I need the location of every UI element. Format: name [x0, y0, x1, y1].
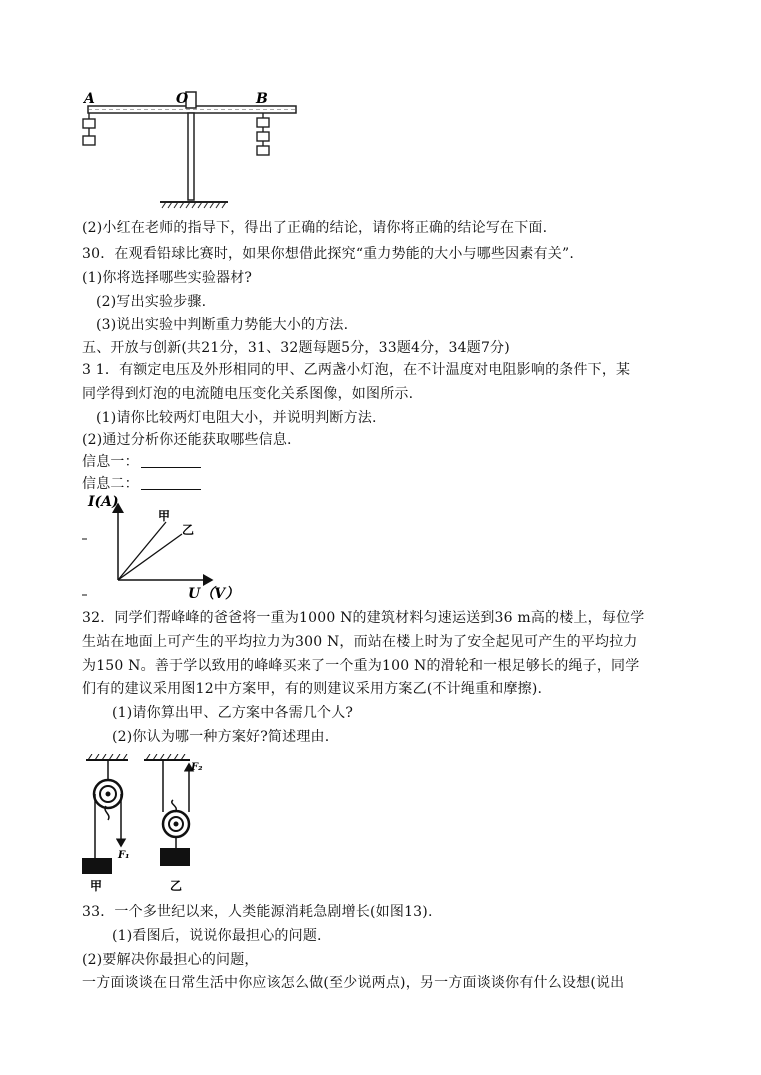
- caption-jia: 甲: [90, 879, 103, 893]
- weights-left: [83, 113, 95, 145]
- label-a: A: [84, 91, 95, 107]
- label-o: O: [176, 91, 189, 107]
- q32-part2: (2)你认为哪一种方案好?简述理由.: [112, 729, 330, 745]
- plan-jia-pulley: [82, 754, 129, 893]
- q31-stem-a: 3 1．有额定电压及外形相同的甲、乙两盏小灯泡，在不计温度对电阻影响的条件下，某: [82, 362, 631, 378]
- stand-post: [188, 113, 194, 200]
- pulley-figure: [78, 754, 228, 894]
- section-five-heading: 五、开放与创新(共21分，31、32题每题5分，33题4分，34题7分): [82, 340, 510, 356]
- q32-stem-a: 32．同学们帮峰峰的爸爸将一重为1000 N的建筑材料匀速运送到36 m高的楼上，每位学: [82, 610, 645, 626]
- info-one-label: 信息一：: [82, 454, 139, 470]
- q32-stem-d: 们有的建议采用图12中方案甲，有的则建议采用方案乙(不计绳重和摩擦).: [82, 681, 543, 697]
- label-jia: 甲: [158, 509, 171, 523]
- iu-graph-figure: [78, 492, 248, 602]
- info-one: [82, 452, 201, 472]
- y-axis-label: I(A): [88, 494, 119, 510]
- q33-part2: (2)要解决你最担心的问题，: [82, 952, 259, 968]
- q29-part2: (2)小红在老师的指导下，得出了正确的结论，请你将正确的结论写在下面.: [82, 220, 548, 236]
- q32-part1: (1)请你算出甲、乙方案中各需几个人?: [112, 705, 354, 721]
- q30-part3: (3)说出实验中判断重力势能大小的方法.: [96, 317, 349, 333]
- label-yi: 乙: [182, 523, 195, 537]
- q31-part2: (2)通过分析你还能获取哪些信息.: [82, 432, 292, 448]
- info-two: [82, 474, 201, 494]
- q33-part1: (1)看图后，说说你最担心的问题.: [112, 928, 322, 944]
- q33-stem: 33．一个多世纪以来，人类能源消耗急剧增长(如图13).: [82, 904, 433, 920]
- lever-figure: [78, 88, 308, 216]
- q31-stem-b: 同学得到灯泡的电流随电压变化关系图像，如图所示.: [82, 386, 414, 402]
- x-axis-label: U（V）: [188, 586, 240, 602]
- plan-yi-pulley: [144, 754, 203, 893]
- weights-right: [257, 113, 269, 155]
- q32-stem-b: 生站在地面上可产生的平均拉力为300 N，而站在楼上时为了安全起见可产生的平均拉力: [82, 634, 638, 650]
- info-one-blank: [141, 453, 201, 468]
- label-b: B: [256, 91, 268, 107]
- q32-stem-c: 为150 N。善于学以致用的峰峰买来了一个重为100 N的滑轮和一根足够长的绳子，同学: [82, 658, 640, 674]
- info-two-blank: [141, 475, 201, 490]
- q33-part3: 一方面谈谈在日常生活中你应该怎么做(至少说两点)，另一方面谈谈你有什么设想(说出: [82, 975, 625, 991]
- q30-part1: (1)你将选择哪些实验器材?: [82, 270, 253, 286]
- q30-stem: 30．在观看铅球比赛时，如果你想借此探究“重力势能的大小与哪些因素有关”.: [82, 246, 574, 262]
- force-f1: F₁: [118, 850, 130, 861]
- force-f2: F₂: [191, 762, 203, 773]
- caption-yi: 乙: [170, 879, 183, 893]
- q31-part1: (1)请你比较两灯电阻大小，并说明判断方法.: [96, 410, 377, 426]
- q30-part2: (2)写出实验步骤.: [96, 294, 207, 310]
- info-two-label: 信息二：: [82, 476, 139, 492]
